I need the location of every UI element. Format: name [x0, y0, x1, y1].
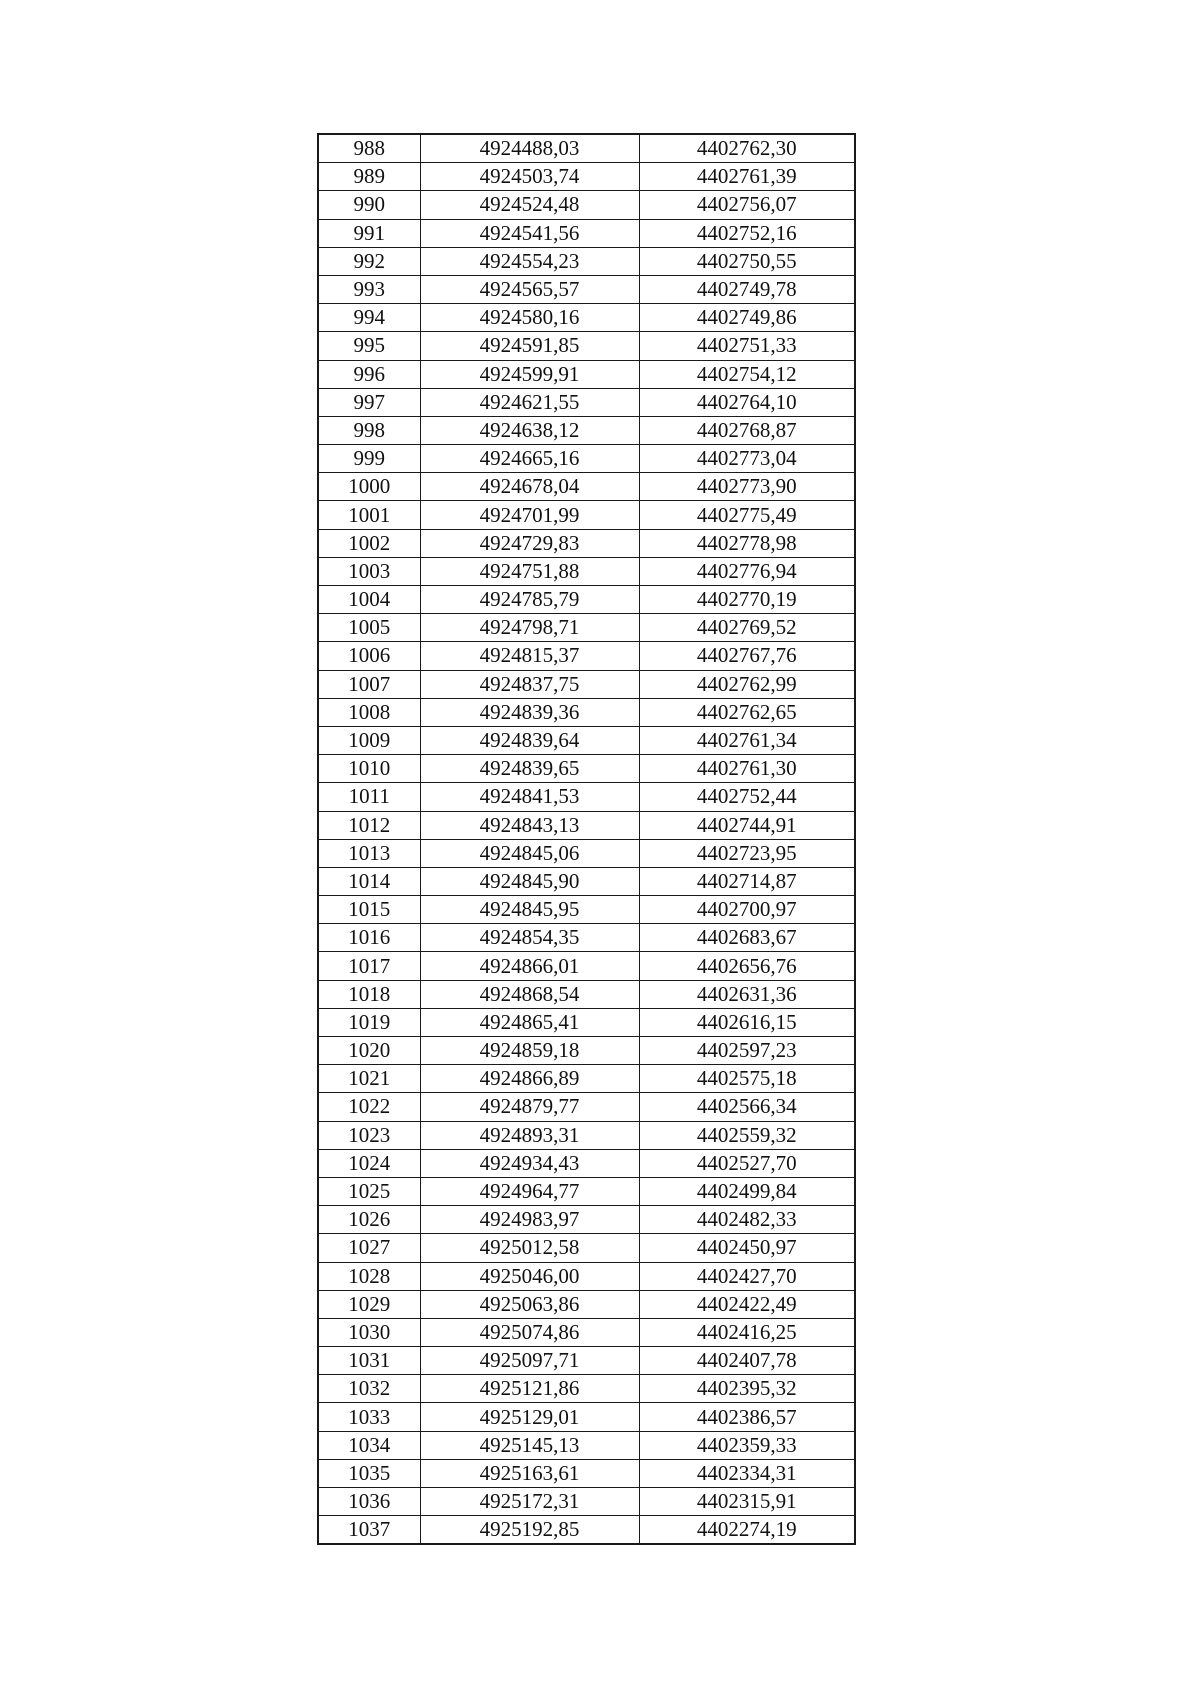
point-number-cell: 1008	[318, 698, 420, 726]
x-coordinate-cell: 4924751,88	[420, 557, 639, 585]
table-row	[318, 755, 855, 783]
table-row	[318, 783, 855, 811]
y-coordinate-cell: 4402656,76	[639, 952, 855, 980]
y-coordinate-cell: 4402683,67	[639, 924, 855, 952]
point-number-cell: 1035	[318, 1459, 420, 1487]
table-row	[318, 1177, 855, 1205]
point-number-cell: 999	[318, 445, 420, 473]
table-row	[318, 1403, 855, 1431]
point-number-cell: 1004	[318, 586, 420, 614]
y-coordinate-cell: 4402769,52	[639, 614, 855, 642]
table-row	[318, 1065, 855, 1093]
x-coordinate-cell: 4924815,37	[420, 642, 639, 670]
point-number-cell: 1030	[318, 1318, 420, 1346]
point-number-cell: 1037	[318, 1516, 420, 1545]
y-coordinate-cell: 4402762,65	[639, 698, 855, 726]
table-row	[318, 642, 855, 670]
x-coordinate-cell: 4924729,83	[420, 529, 639, 557]
x-coordinate-cell: 4925163,61	[420, 1459, 639, 1487]
x-coordinate-cell: 4924839,64	[420, 726, 639, 754]
x-coordinate-cell: 4924866,01	[420, 952, 639, 980]
point-number-cell: 1015	[318, 896, 420, 924]
y-coordinate-cell: 4402559,32	[639, 1121, 855, 1149]
y-coordinate-cell: 4402566,34	[639, 1093, 855, 1121]
x-coordinate-cell: 4924798,71	[420, 614, 639, 642]
y-coordinate-cell: 4402527,70	[639, 1149, 855, 1177]
point-number-cell: 1023	[318, 1121, 420, 1149]
table-row	[318, 163, 855, 191]
point-number-cell: 1033	[318, 1403, 420, 1431]
table-row	[318, 1290, 855, 1318]
point-number-cell: 1014	[318, 867, 420, 895]
y-coordinate-cell: 4402744,91	[639, 811, 855, 839]
y-coordinate-cell: 4402723,95	[639, 839, 855, 867]
table-row	[318, 839, 855, 867]
y-coordinate-cell: 4402482,33	[639, 1206, 855, 1234]
table-row	[318, 1008, 855, 1036]
y-coordinate-cell: 4402749,86	[639, 304, 855, 332]
y-coordinate-cell: 4402764,10	[639, 388, 855, 416]
y-coordinate-cell: 4402750,55	[639, 247, 855, 275]
y-coordinate-cell: 4402776,94	[639, 557, 855, 585]
x-coordinate-cell: 4924580,16	[420, 304, 639, 332]
y-coordinate-cell: 4402775,49	[639, 501, 855, 529]
point-number-cell: 1026	[318, 1206, 420, 1234]
point-number-cell: 997	[318, 388, 420, 416]
y-coordinate-cell: 4402761,34	[639, 726, 855, 754]
y-coordinate-cell: 4402768,87	[639, 416, 855, 444]
point-number-cell: 1019	[318, 1008, 420, 1036]
x-coordinate-cell: 4924879,77	[420, 1093, 639, 1121]
table-row	[318, 219, 855, 247]
x-coordinate-cell: 4924859,18	[420, 1037, 639, 1065]
table-row	[318, 247, 855, 275]
table-row	[318, 670, 855, 698]
point-number-cell: 1020	[318, 1037, 420, 1065]
table-row	[318, 1318, 855, 1346]
y-coordinate-cell: 4402386,57	[639, 1403, 855, 1431]
x-coordinate-cell: 4924839,65	[420, 755, 639, 783]
point-number-cell: 1012	[318, 811, 420, 839]
y-coordinate-cell: 4402752,44	[639, 783, 855, 811]
point-number-cell: 989	[318, 163, 420, 191]
point-number-cell: 1013	[318, 839, 420, 867]
x-coordinate-cell: 4925121,86	[420, 1375, 639, 1403]
y-coordinate-cell: 4402334,31	[639, 1459, 855, 1487]
point-number-cell: 1010	[318, 755, 420, 783]
x-coordinate-cell: 4925129,01	[420, 1403, 639, 1431]
point-number-cell: 1018	[318, 980, 420, 1008]
x-coordinate-cell: 4925012,58	[420, 1234, 639, 1262]
y-coordinate-cell: 4402754,12	[639, 360, 855, 388]
x-coordinate-cell: 4924503,74	[420, 163, 639, 191]
table-row	[318, 134, 855, 163]
table-row	[318, 586, 855, 614]
y-coordinate-cell: 4402752,16	[639, 219, 855, 247]
x-coordinate-cell: 4924845,95	[420, 896, 639, 924]
table-row	[318, 867, 855, 895]
table-row	[318, 1206, 855, 1234]
point-number-cell: 1022	[318, 1093, 420, 1121]
point-number-cell: 992	[318, 247, 420, 275]
x-coordinate-cell: 4924934,43	[420, 1149, 639, 1177]
point-number-cell: 993	[318, 275, 420, 303]
x-coordinate-cell: 4924701,99	[420, 501, 639, 529]
y-coordinate-cell: 4402416,25	[639, 1318, 855, 1346]
x-coordinate-cell: 4924565,57	[420, 275, 639, 303]
x-coordinate-cell: 4924866,89	[420, 1065, 639, 1093]
y-coordinate-cell: 4402422,49	[639, 1290, 855, 1318]
table-row	[318, 952, 855, 980]
table-row	[318, 275, 855, 303]
y-coordinate-cell: 4402616,15	[639, 1008, 855, 1036]
point-number-cell: 998	[318, 416, 420, 444]
table-row	[318, 1347, 855, 1375]
x-coordinate-cell: 4925172,31	[420, 1488, 639, 1516]
y-coordinate-cell: 4402770,19	[639, 586, 855, 614]
point-number-cell: 1029	[318, 1290, 420, 1318]
point-number-cell: 1025	[318, 1177, 420, 1205]
table-row	[318, 473, 855, 501]
y-coordinate-cell: 4402395,32	[639, 1375, 855, 1403]
y-coordinate-cell: 4402761,39	[639, 163, 855, 191]
point-number-cell: 1009	[318, 726, 420, 754]
x-coordinate-cell: 4924665,16	[420, 445, 639, 473]
x-coordinate-cell: 4924488,03	[420, 134, 639, 163]
point-number-cell: 1024	[318, 1149, 420, 1177]
x-coordinate-cell: 4925063,86	[420, 1290, 639, 1318]
table-row	[318, 332, 855, 360]
x-coordinate-cell: 4924638,12	[420, 416, 639, 444]
point-number-cell: 1011	[318, 783, 420, 811]
y-coordinate-cell: 4402499,84	[639, 1177, 855, 1205]
table-row	[318, 1037, 855, 1065]
table-row	[318, 811, 855, 839]
x-coordinate-cell: 4924983,97	[420, 1206, 639, 1234]
point-number-cell: 1000	[318, 473, 420, 501]
point-number-cell: 1032	[318, 1375, 420, 1403]
x-coordinate-cell: 4925192,85	[420, 1516, 639, 1545]
table-row	[318, 1375, 855, 1403]
x-coordinate-cell: 4924865,41	[420, 1008, 639, 1036]
point-number-cell: 994	[318, 304, 420, 332]
x-coordinate-cell: 4925074,86	[420, 1318, 639, 1346]
point-number-cell: 1003	[318, 557, 420, 585]
x-coordinate-cell: 4925046,00	[420, 1262, 639, 1290]
x-coordinate-cell: 4924854,35	[420, 924, 639, 952]
point-number-cell: 1002	[318, 529, 420, 557]
y-coordinate-cell: 4402773,04	[639, 445, 855, 473]
x-coordinate-cell: 4924785,79	[420, 586, 639, 614]
table-row	[318, 304, 855, 332]
coordinates-table	[317, 133, 856, 1545]
point-number-cell: 1021	[318, 1065, 420, 1093]
y-coordinate-cell: 4402778,98	[639, 529, 855, 557]
table-row	[318, 896, 855, 924]
y-coordinate-cell: 4402756,07	[639, 191, 855, 219]
x-coordinate-cell: 4925145,13	[420, 1431, 639, 1459]
x-coordinate-cell: 4924837,75	[420, 670, 639, 698]
point-number-cell: 1006	[318, 642, 420, 670]
point-number-cell: 990	[318, 191, 420, 219]
table-row	[318, 924, 855, 952]
table-row	[318, 1516, 855, 1545]
x-coordinate-cell: 4924845,06	[420, 839, 639, 867]
y-coordinate-cell: 4402631,36	[639, 980, 855, 1008]
table-row	[318, 557, 855, 585]
table-row	[318, 1459, 855, 1487]
table-row	[318, 416, 855, 444]
x-coordinate-cell: 4924599,91	[420, 360, 639, 388]
table-row	[318, 614, 855, 642]
y-coordinate-cell: 4402450,97	[639, 1234, 855, 1262]
x-coordinate-cell: 4924621,55	[420, 388, 639, 416]
y-coordinate-cell: 4402762,30	[639, 134, 855, 163]
point-number-cell: 1031	[318, 1347, 420, 1375]
table-row	[318, 1431, 855, 1459]
table-row	[318, 980, 855, 1008]
table-row	[318, 360, 855, 388]
table-row	[318, 529, 855, 557]
x-coordinate-cell: 4924591,85	[420, 332, 639, 360]
x-coordinate-cell: 4924839,36	[420, 698, 639, 726]
point-number-cell: 988	[318, 134, 420, 163]
x-coordinate-cell: 4924845,90	[420, 867, 639, 895]
table-row	[318, 501, 855, 529]
point-number-cell: 995	[318, 332, 420, 360]
point-number-cell: 1027	[318, 1234, 420, 1262]
y-coordinate-cell: 4402597,23	[639, 1037, 855, 1065]
y-coordinate-cell: 4402575,18	[639, 1065, 855, 1093]
x-coordinate-cell: 4924678,04	[420, 473, 639, 501]
table-row	[318, 191, 855, 219]
y-coordinate-cell: 4402773,90	[639, 473, 855, 501]
y-coordinate-cell: 4402359,33	[639, 1431, 855, 1459]
table-row	[318, 1262, 855, 1290]
x-coordinate-cell: 4924964,77	[420, 1177, 639, 1205]
point-number-cell: 1034	[318, 1431, 420, 1459]
point-number-cell: 991	[318, 219, 420, 247]
point-number-cell: 1028	[318, 1262, 420, 1290]
x-coordinate-cell: 4924554,23	[420, 247, 639, 275]
x-coordinate-cell: 4924841,53	[420, 783, 639, 811]
y-coordinate-cell: 4402751,33	[639, 332, 855, 360]
y-coordinate-cell: 4402767,76	[639, 642, 855, 670]
y-coordinate-cell: 4402700,97	[639, 896, 855, 924]
point-number-cell: 1005	[318, 614, 420, 642]
table-row	[318, 698, 855, 726]
table-row	[318, 1488, 855, 1516]
table-row	[318, 1234, 855, 1262]
table-row	[318, 1149, 855, 1177]
y-coordinate-cell: 4402427,70	[639, 1262, 855, 1290]
point-number-cell: 996	[318, 360, 420, 388]
y-coordinate-cell: 4402274,19	[639, 1516, 855, 1545]
table-row	[318, 1121, 855, 1149]
table-row	[318, 445, 855, 473]
coordinates-table-body	[318, 134, 855, 1544]
x-coordinate-cell: 4924868,54	[420, 980, 639, 1008]
point-number-cell: 1036	[318, 1488, 420, 1516]
x-coordinate-cell: 4925097,71	[420, 1347, 639, 1375]
point-number-cell: 1001	[318, 501, 420, 529]
y-coordinate-cell: 4402714,87	[639, 867, 855, 895]
y-coordinate-cell: 4402407,78	[639, 1347, 855, 1375]
table-row	[318, 726, 855, 754]
y-coordinate-cell: 4402762,99	[639, 670, 855, 698]
y-coordinate-cell: 4402315,91	[639, 1488, 855, 1516]
point-number-cell: 1017	[318, 952, 420, 980]
x-coordinate-cell: 4924893,31	[420, 1121, 639, 1149]
table-row	[318, 1093, 855, 1121]
x-coordinate-cell: 4924541,56	[420, 219, 639, 247]
x-coordinate-cell: 4924843,13	[420, 811, 639, 839]
point-number-cell: 1016	[318, 924, 420, 952]
y-coordinate-cell: 4402761,30	[639, 755, 855, 783]
point-number-cell: 1007	[318, 670, 420, 698]
y-coordinate-cell: 4402749,78	[639, 275, 855, 303]
table-row	[318, 388, 855, 416]
x-coordinate-cell: 4924524,48	[420, 191, 639, 219]
